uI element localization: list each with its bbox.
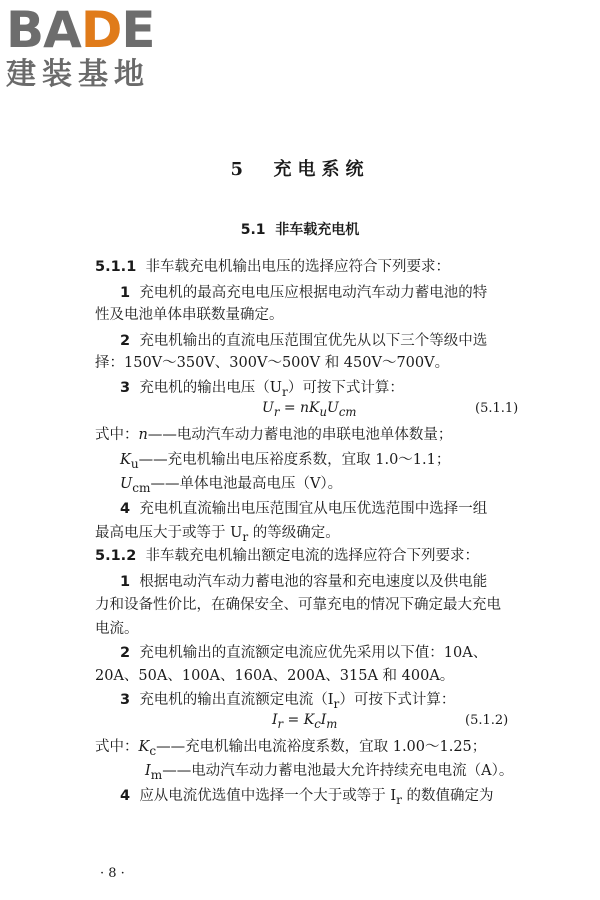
clause-5-1-2-item-1-cont2: 电流。 [95, 621, 139, 637]
clause-5-1-1-intro: 5.1.1 非车载充电机输出电压的选择应符合下列要求： [95, 259, 451, 275]
clause-5-1-1-item-1-cont: 性及电池单体串联数量确定。 [95, 307, 284, 323]
clause-5-1-1-item-2-cont: 择：150V～350V、300V～500V 和 450V～700V。 [95, 355, 450, 371]
where-kc: 式中：$K_c——$充电机输出电流裕度系数，宜取 1.00～1.25； [95, 739, 487, 758]
clause-5-1-1-item-1: 1 充电机的最高充电电压应根据电动汽车动力蓄电池的特 [120, 285, 488, 301]
publisher-logo [6, 1, 155, 92]
where-n: 式中：n——电动汽车动力蓄电池的串联电池单体数量； [95, 427, 453, 443]
clause-5-1-2-item-1: 1 根据电动汽车动力蓄电池的容量和充电速度以及供电能 [120, 574, 488, 590]
clause-5-1-2-item-2: 2 充电机输出的直流额定电流应优先采用以下值：10A、 [120, 645, 488, 661]
logo-subtitle: 建装基地 [6, 57, 150, 92]
section-title: 5.1 非车载充电机 [240, 222, 360, 238]
clause-5-1-1-item-2: 2 充电机输出的直流电压范围宜优先从以下三个等级中选 [120, 333, 488, 349]
clause-5-1-2-item-1-cont: 力和设备性价比，在确保安全、可靠充电的情况下确定最大充电 [95, 597, 501, 613]
clause-5-1-2-item-2-cont: 20A、50A、100A、160A、200A、315A 和 400A。 [95, 668, 455, 684]
page-number: · 8 · [100, 866, 125, 881]
formula-5-1-2: $I_r = K_cI_m$ [272, 712, 338, 731]
logo-wordmark: BADE [6, 1, 155, 59]
clause-5-1-1-item-3: 3 充电机的输出电压$(U_r)$可按下式计算： [120, 380, 404, 399]
equation-number-5-1-2: (5.1.2) [465, 713, 509, 728]
chapter-title: 5 充电系统 [230, 159, 370, 180]
equation-number-5-1-1: (5.1.1) [475, 401, 519, 416]
formula-5-1-1: $U_r = nK_uU_{cm}$ [262, 400, 357, 419]
where-im: $I_m——$电动汽车动力蓄电池最大允许持续充电电流（A）。 [145, 763, 514, 782]
clause-5-1-1-item-4-cont: 最高电压大于或等于 $U_r$ 的等级确定。 [95, 525, 340, 544]
clause-5-1-2-item-3: 3 充电机的输出直流额定电流$(I_r)$可按下式计算： [120, 692, 456, 711]
clause-5-1-2-item-4: 4 应从电流优选值中选择一个大于或等于 $I_r$ 的数值确定为 [120, 788, 494, 807]
clause-5-1-1-item-4: 4 充电机直流输出电压范围宜从电压优选范围中选择一组 [120, 501, 488, 517]
where-ku: $K_u——$充电机输出电压裕度系数，宜取 1.0～1.1； [120, 452, 451, 471]
where-ucm: $U_{cm}——$单体电池最高电压（V）。 [120, 476, 343, 495]
clause-5-1-2-intro: 5.1.2 非车载充电机输出额定电流的选择应符合下列要求： [95, 548, 480, 564]
